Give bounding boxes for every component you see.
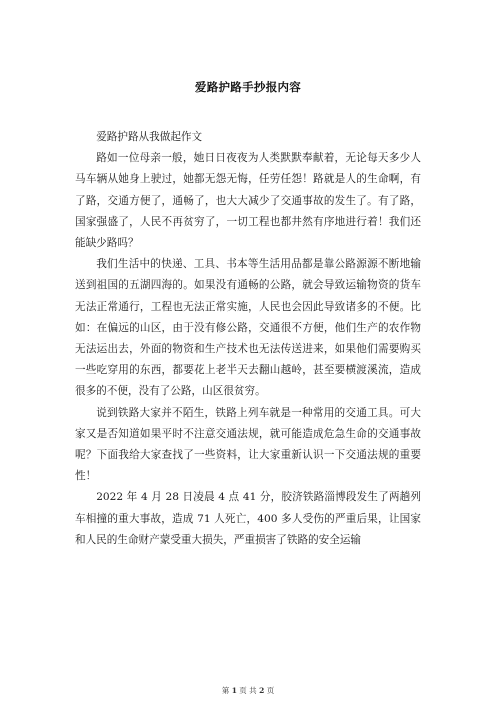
document-title: 爱路护路手抄报内容 <box>194 80 302 94</box>
paragraph: 2022 年 4 月 28 日凌晨 4 点 41 分，胶济铁路淄博段发生了两趟列车相撞的重大事故，造成 71 人死亡，400 多人受伤的严重后果，让国家和人民的生命财产蒙受重大损失，严重损害了铁路的安全运输 <box>75 491 421 546</box>
footer-middle: 页 共 <box>239 686 257 695</box>
paragraph: 我们生活中的快递、工具、书本等生活用品都是靠公路源源不断地输送到祖国的五湖四海的。如果没有通畅的公路，就会导致运输物资的货车无法正常通行，工程也无法正常实施，人民也会因此导致诸多的不便。比如：在偏远的山区，由于没有修公路，交通很不方便，他们生产的农作物无法运出去，外面的物资和生产技术也无法传送进来，如果他们需要购买一些吃穿用的东西，都要花上老半天去翻山越岭，甚至要横渡溪流，造成很多的不便，没有了公路，山区很贫穷。 <box>75 258 421 398</box>
footer-prefix: 第 <box>221 686 230 695</box>
footer-total-pages: 2 <box>259 686 265 695</box>
paragraph: 说到铁路大家并不陌生，铁路上列车就是一种常用的交通工具。可大家又是否知道如果平时不注意交通法规，就可能造成危急生命的交通事故呢？下面我给大家查找了一些资料，让大家重新认识一下交通法规的重要性！ <box>75 406 421 483</box>
document-body <box>75 127 421 551</box>
paragraph: 爱路护路从我做起作文 <box>96 131 203 143</box>
footer-suffix: 页 <box>266 686 275 695</box>
page-footer <box>0 685 496 696</box>
footer-page-number: 1 <box>231 686 237 695</box>
paragraph: 路如一位母亲一般，她日日夜夜为人类默默奉献着，无论每天多少人马车辆从她身上驶过，她都无怨无悔，任劳任怨！路就是人的生命啊，有了路，交通方便了，通畅了，也大大减少了交通事故的发生了。有了路，国家强盛了，人民不再贫穷了，一切工程也都井然有序地进行着！我们还能缺少路吗？ <box>75 152 421 250</box>
